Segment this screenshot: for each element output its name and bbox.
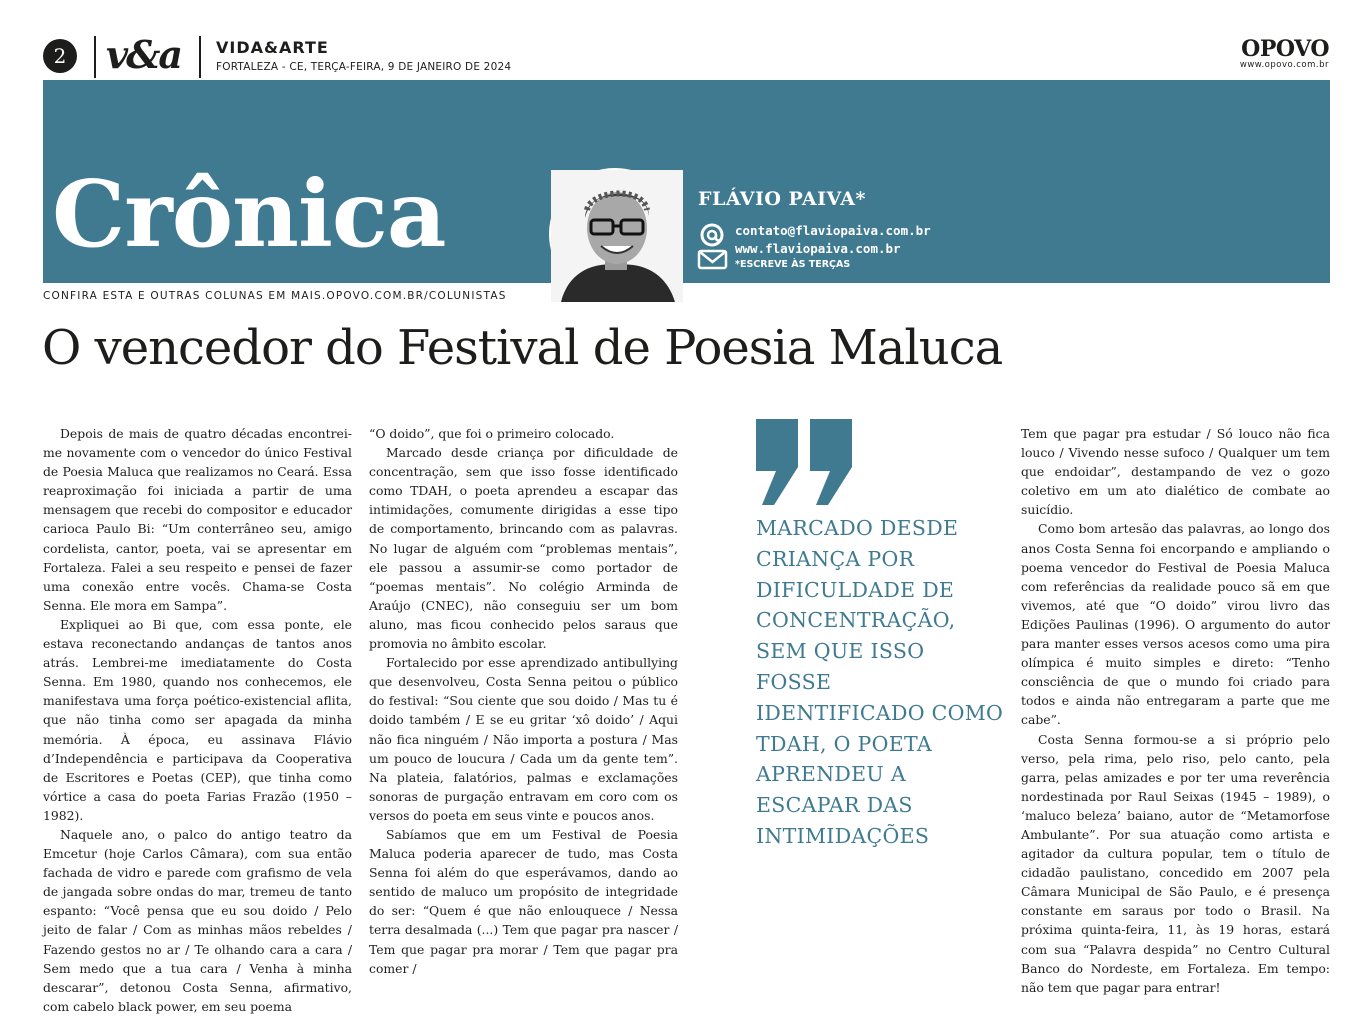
article-column-2 (369, 424, 678, 978)
newspaper-logo: OPOVO (1241, 36, 1329, 62)
column-title: Crônica (52, 160, 446, 268)
section-name: VIDA&ARTE (216, 38, 329, 57)
section-logo: v&a (106, 32, 182, 77)
author-photo-illustration (551, 170, 683, 302)
contact-email[interactable]: contato@flaviopaiva.com.br (735, 223, 931, 238)
dateline: FORTALEZA - CE, TERÇA-FEIRA, 9 DE JANEIRO DE 2024 (216, 61, 512, 73)
header-divider (94, 36, 96, 78)
envelope-icon (699, 251, 726, 268)
paragraph: Depois de mais de quatro décadas encontrei-me novamente com o vencedor do único Festival de Poesia Maluca que realizamos no Ceará. Essa reaproximação foi iniciada a partir de uma mensagem que recebi do compositor e educador carioca Paulo Bi: “Um conterrâneo seu, amigo cordelista, cantor, poeta, vai se apresentar em Fortaleza. Falei a seu respeito e pensei de fazer uma conexão entre vocês. Chama-se Costa Senna. Ele mora em Sampa”. (43, 426, 352, 613)
article-column-3 (1021, 424, 1330, 997)
columnists-link: CONFIRA ESTA E OUTRAS COLUNAS EM MAIS.OPOVO.COM.BR/COLUNISTAS (43, 290, 507, 302)
paragraph-continuation: Tem que pagar pra estudar / Só louco não fica louco / Vivendo nesse sufoco / Qualquer um tem que endoidar”, destampando de vez o gozo coletivo em um ato dialético de combate ao suicídio. (1021, 426, 1330, 518)
author-name: FLÁVIO PAIVA* (698, 188, 866, 210)
header-divider (199, 36, 201, 78)
contact-info (735, 222, 931, 272)
article-column-1 (43, 424, 352, 1016)
author-portrait (549, 168, 681, 300)
paragraph: Costa Senna formou-se a si próprio pelo verso, pela rima, pelo riso, pelo canto, pela garra, pelas amizades e por ter uma reverência nordestinada por Raul Seixas (1945 – 1989), o ‘maluco beleza’ baiano, autor de “Metamorfose Ambulante”. Por sua atuação como artista e agitador da cultura popular, tem o título de cidadão paulistano, concedido em 2007 pela Câmara Municipal de São Paulo, e é presença constante em saraus por todo o Brasil. Na próxima quinta-feira, 11, às 19 horas, estará com sua “Palavra despida” no Centro Cultural Banco do Nordeste, em Fortaleza. Em tempo: não tem que pagar para entrar! (1021, 731, 1330, 995)
paragraph: Naquele ano, o palco do antigo teatro da Emcetur (hoje Carlos Câmara), com sua então fachada de vidro e parede com grafismo de vela de jangada sobre ondas do mar, tremeu de tanto espanto: “Você pensa que eu sou doido / Pelo jeito de falar / Com as minhas mãos rebeldes / Fazendo gestos no ar / Te olhando cara a cara / Sem medo que a tua cara / Venha à minha descarar”, detonou Costa Senna, afirmativo, com cabelo black power, em seu poema (43, 826, 352, 1014)
newspaper-masthead (1240, 36, 1329, 70)
paragraph: Marcado desde criança por dificuldade de concentração, sem que isso fosse identificado como TDAH, o poeta aprendeu a escapar das intimidações, comumente dirigidas a esse tipo de comportamento, brincando com as palavras. No lugar de alguém com “problemas mentais”, ele passou a assumir-se como portador de “poemas mentais”. No colégio Arminda de Araújo (CNEC), não conseguiu ser um bom aluno, mas ficou conhecido pelos saraus que promovia no âmbito escolar. (369, 445, 678, 652)
paragraph: Sabíamos que em um Festival de Poesia Maluca poderia aparecer de tudo, mas Costa Senna foi além do que esperávamos, dando ao sentido de maluco um propósito de integridade do ser: “Quem é que não enlouquece / Nessa terra desalmada (...) Tem que pagar pra nascer / Tem que pagar pra morar / Tem que pagar pra comer / (369, 826, 678, 976)
contact-website[interactable]: www.flaviopaiva.com.br (735, 241, 901, 256)
page-number: 2 (43, 39, 77, 73)
paragraph: Como bom artesão das palavras, ao longo dos anos Costa Senna foi encorpando e ampliando o poema vencedor do Festival de Poesia Maluca com referências da realidade pouco sã em que vivemos, até que “O doido” virou livro das Edições Paulinas (1996). O argumento do autor para manter esses versos acesos como uma pira olímpica é muito simples e direto: “Tenho consciência de que o mundo foi criado para todos e ainda não entregaram a parte que me cabe”. (1021, 521, 1330, 728)
newspaper-url[interactable]: www.opovo.com.br (1239, 60, 1329, 70)
quote-marks-icon (756, 419, 856, 511)
pull-quote: MARCADO DESDE CRIANÇA POR DIFICULDADE DE CONCENTRAÇÃO, SEM QUE ISSO FOSSE IDENTIFICADO COMO TDAH, O POETA APRENDEU A ESCAPAR DAS INTIMIDAÇÕES (756, 516, 1004, 848)
paragraph: Expliquei ao Bi que, com essa ponte, ele estava reconectando andanças de tantos anos atrás. Lembrei-me imediatamente do Costa Senna. Em 1980, quando nos conhecemos, ele manifestava uma força poético-existencial aflita, que não tinha como ser apagada da minha memória. À época, eu assinava Flávio d’Independência e participava da Cooperativa de Escritores e Poetas (CEP), que tinha como vórtice a casa do poeta Farias Frazão (1950 – 1982). (43, 616, 352, 823)
paragraph-continuation: “O doido”, que foi o primeiro colocado. (369, 426, 615, 441)
article-headline: O vencedor do Festival de Poesia Maluca (42, 320, 1003, 376)
paragraph: Fortalecido por esse aprendizado antibullying que desenvolveu, Costa Senna peitou o público do festival: “Sou ciente que sou doido / Mas tu é doido também / E se eu gritar ‘xô doido’ / Aqui não fica ninguém / Não importa a postura / Mas um pouco de loucura / Cada um da gente tem”. Na plateia, falatórios, palmas e exclamações sonoras de purgação entravam em coro com os versos do poeta em seus vinte e poucos anos. (369, 655, 678, 823)
schedule-note: *ESCREVE ÀS TERÇAS (735, 259, 851, 270)
at-sign-icon (702, 225, 722, 245)
contact-icons (697, 222, 729, 274)
